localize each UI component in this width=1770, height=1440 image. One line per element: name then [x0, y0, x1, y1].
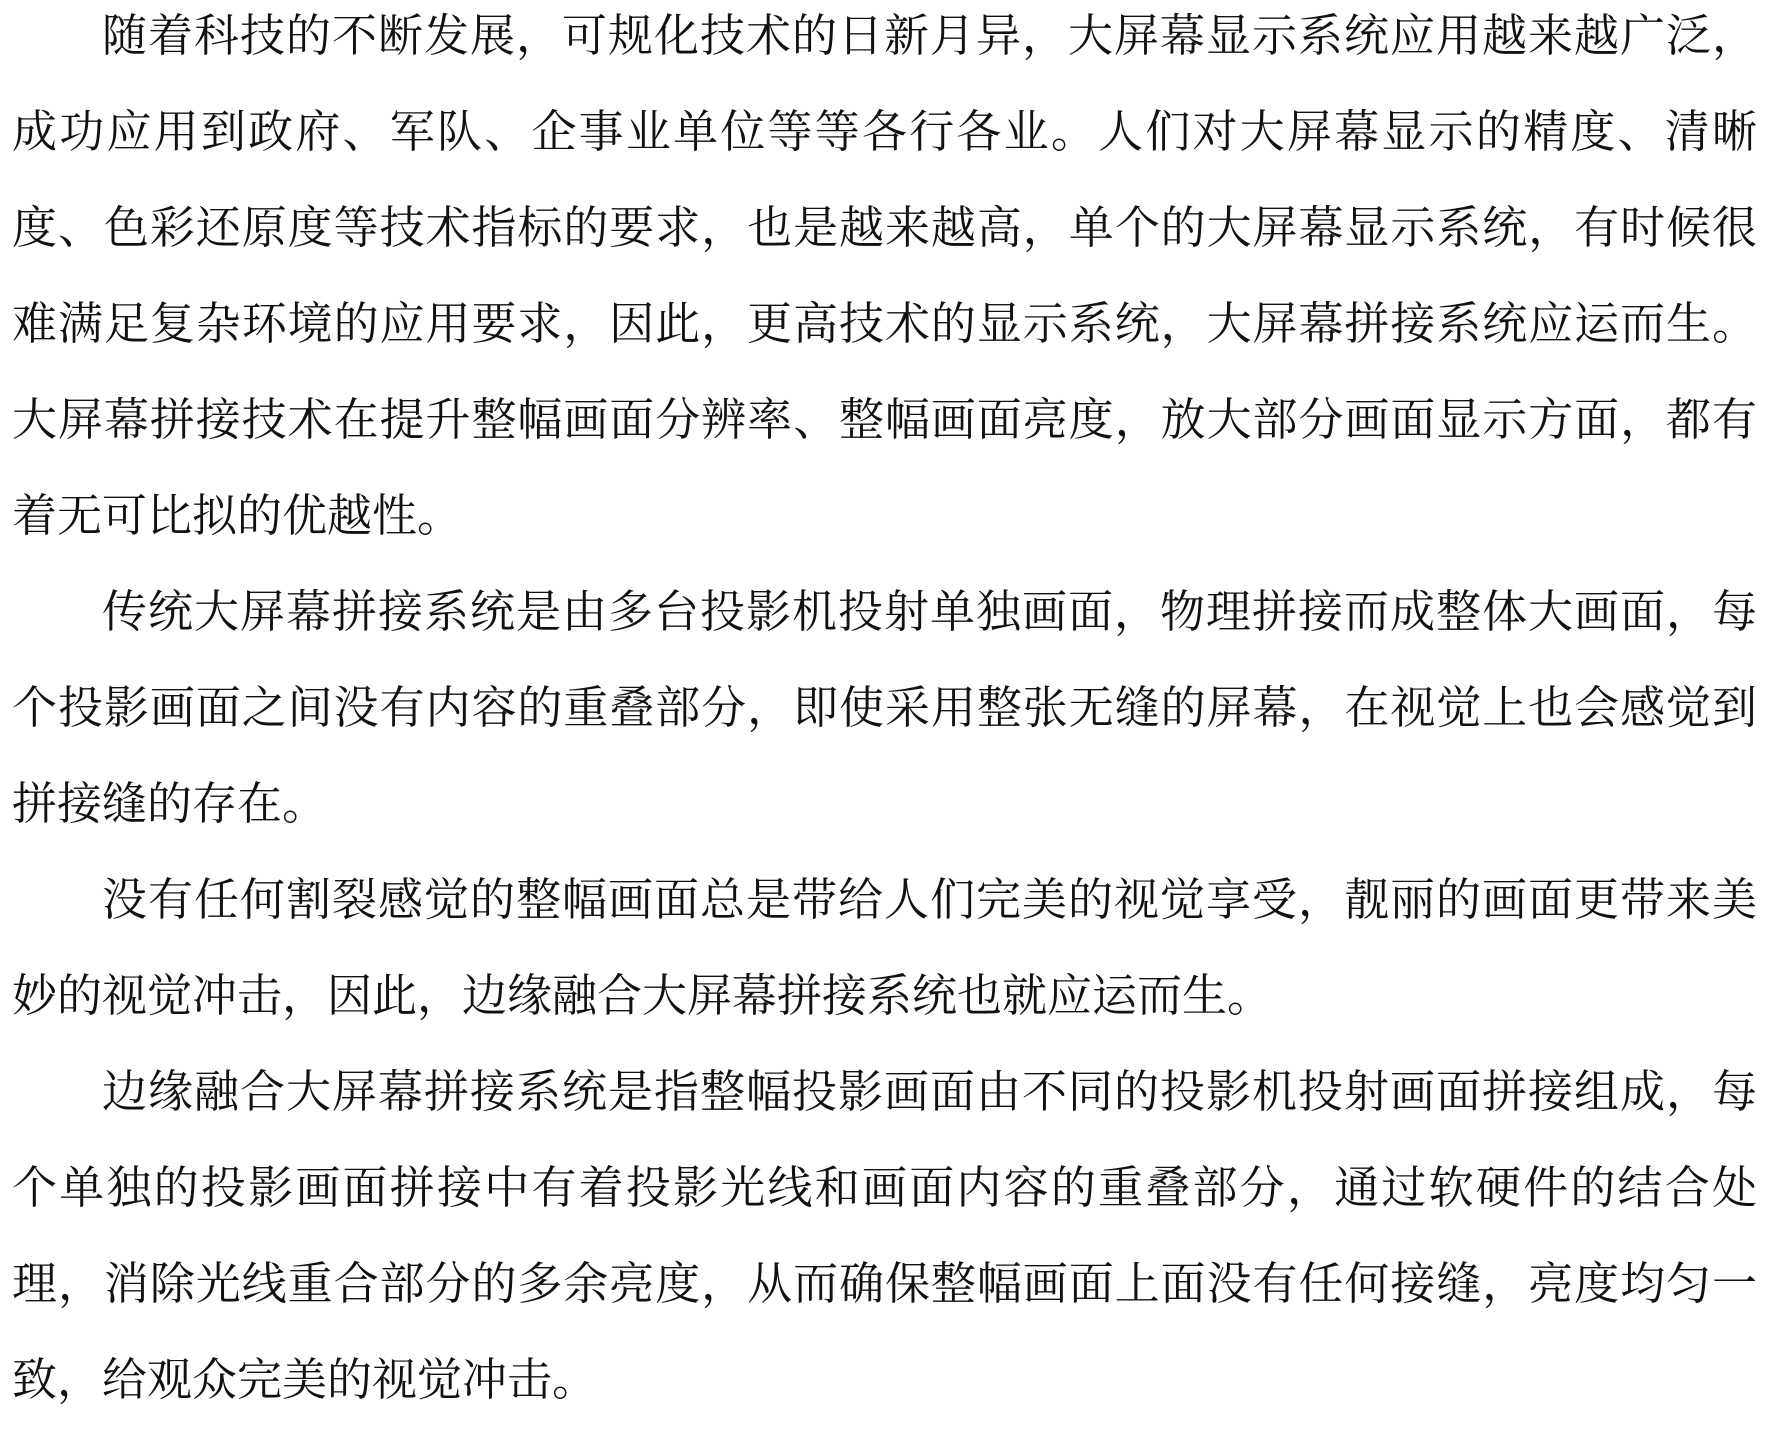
paragraph-1: 随着科技的不断发展，可规化技术的日新月异，大屏幕显示系统应用越来越广泛，成功应用到政府、军队、企事业单位等等各行各业。人们对大屏幕显示的精度、清晰度、色彩还原度等技术指标的要求，也是越来越高，单个的大屏幕显示系统，有时候很难满足复杂环境的应用要求，因此，更高技术的显示系统，大屏幕拼接系统应运而生。大屏幕拼接技术在提升整幅画面分辨率、整幅画面亮度，放大部分画面显示方面，都有着无可比拟的优越性。 — [12, 9, 1757, 542]
paragraph-4: 边缘融合大屏幕拼接系统是指整幅投影画面由不同的投影机投射画面拼接组成，每个单独的投影画面拼接中有着投影光线和画面内容的重叠部分，通过软硬件的结合处理，消除光线重合部分的多余亮度，从而确保整幅画面上面没有任何接缝，亮度均匀一致，给观众完美的视觉冲击。 — [12, 1065, 1757, 1406]
paragraph-3: 没有任何割裂感觉的整幅画面总是带给人们完美的视觉享受，靓丽的画面更带来美妙的视觉冲击，因此，边缘融合大屏幕拼接系统也就应运而生。 — [12, 873, 1757, 1022]
document-page — [12, 0, 1757, 1440]
paragraph-2: 传统大屏幕拼接系统是由多台投影机投射单独画面，物理拼接而成整体大画面，每个投影画面之间没有内容的重叠部分，即使采用整张无缝的屏幕，在视觉上也会感觉到拼接缝的存在。 — [12, 585, 1757, 830]
